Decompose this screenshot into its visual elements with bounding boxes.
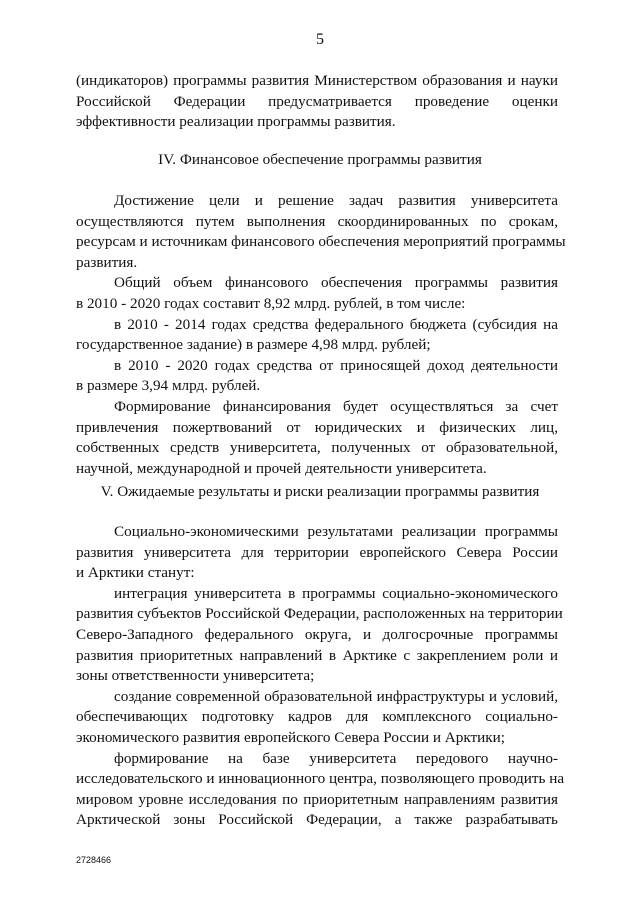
text-line: ресурсам и источникам финансового обеспечения мероприятий программы [76, 233, 566, 251]
text-line: в 2010 - 2014 годах средства федерального бюджета (субсидия на [114, 315, 558, 333]
text-line: мировом уровне исследования по приоритетным направлениям развития [76, 790, 558, 808]
text-line: осуществляются путем выполнения скоординированных по срокам, [76, 212, 558, 230]
text-line: Достижение цели и решение задач развития университета [114, 192, 558, 209]
text-line: формирование на базе университета передового научно- [114, 749, 558, 767]
text-line: Формирование финансирования будет осуществляться за счет [114, 397, 558, 415]
section5-body [76, 522, 565, 831]
text-line: в размере 3,94 млрд. рублей. [76, 377, 261, 395]
text-line: и Арктики станут: [76, 564, 195, 582]
text-line: привлечения пожертвований от юридических и физических лиц, [76, 418, 558, 436]
text-line: интеграция университета в программы социально-экономического [114, 584, 558, 602]
section-heading-5: V. Ожидаемые результаты и риски реализации программы развития [100, 483, 540, 500]
text-line: развития. [76, 253, 138, 271]
text-line: развития субъектов Российской Федерации, расположенных на территории [76, 605, 563, 623]
text-line: Российской Федерации предусматривается проведение оценки [76, 92, 558, 110]
text-line: развития приоритетных направлений в Арктике с закреплением роли и [76, 646, 558, 664]
text-line: исследовательского и инновационного центра, позволяющего проводить на [76, 770, 565, 788]
text-line: Северо-Западного федерального округа, и долгосрочные программы [76, 625, 558, 643]
text-line: в 2010 - 2020 годах средства от приносящей доход деятельности [114, 356, 558, 374]
text-line: (индикаторов) программы развития Министерством образования и науки [76, 72, 558, 89]
text-line: создание современной образовательной инфраструктуры и условий, [114, 687, 558, 705]
text-line: развития университета для территории европейского Севера России [76, 543, 558, 561]
text-line: научной, международной и прочей деятельности университета. [76, 459, 487, 477]
text-line: обеспечивающих подготовку кадров для комплексного социально- [76, 708, 558, 726]
text-line: Арктической зоны Российской Федерации, а также разрабатывать [76, 811, 558, 829]
text-line: Общий объем финансового обеспечения программы развития [114, 274, 558, 292]
intro-paragraph [76, 71, 558, 133]
text-line: собственных средств университета, полученных от образовательной, [76, 439, 558, 457]
text-line: в 2010 - 2020 годах составит 8,92 млрд. рублей, в том числе: [76, 294, 466, 312]
text-line: зоны ответственности университета; [76, 667, 315, 685]
section-heading-4: IV. Финансовое обеспечение программы развития [158, 151, 482, 168]
page-number: 5 [316, 31, 324, 48]
text-line: Социально-экономическими результатами реализации программы [114, 523, 558, 540]
section4-body [76, 191, 566, 479]
document-code: 2728466 [76, 855, 112, 865]
text-line: экономического развития европейского Севера России и Арктики; [76, 728, 506, 746]
text-line: эффективности реализации программы развития. [76, 113, 396, 131]
text-line: государственное задание) в размере 4,98 млрд. рублей; [76, 336, 431, 354]
